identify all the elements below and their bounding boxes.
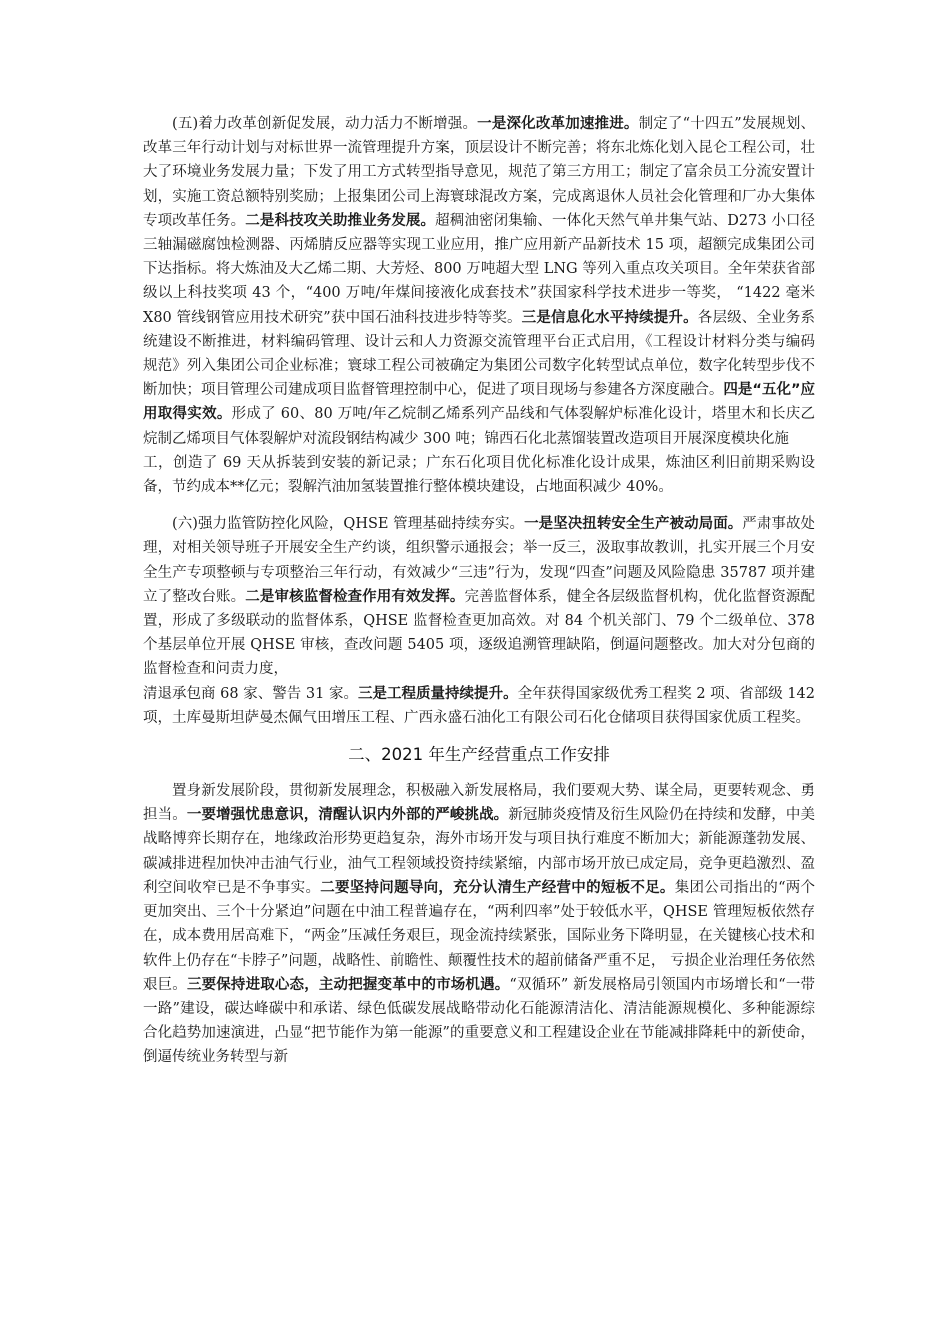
section-5-text-2: 超稠油密闭集输、一体化天然气单井集气站、D273 小口径三轴漏磁腐蚀检测器、丙烯腈反应器等实现工业应用，推广应用新产品新技术 15 项，超额完成集团公司下达指标。将大炼油及大乙烯二期、大芳烃、800 万吨超大型 LNG 等列入重点攻关项目。全年荣获省部级以上科技奖项 43 个，“400 万吨/年煤间接液化成套技术”获国家科学技术进步一等奖， “1422 毫米 X80 管线钢管应用技术研究”获中国石油科技进步特等奖。 xyxy=(143,212,815,326)
section-5-text-3: 各层级、全业务系统建设不断推进，材料编码管理、设计云和人力资源交流管理平台正式启用，《工程设计材料分类与编码规范》列入集团公司企业标准；寰球工程公司被确定为集团公司数字化转型试点单位，数字化转型步伐不断加快；项目管理公司建成项目监督管理控制中心，促进了项目现场与参建各方深度融合。 xyxy=(143,309,816,399)
section-7-text-2: 集团公司指出的“两个更加突出、三个十分紧迫”问题在中油工程普遍存在，“两利四率”处于较低水平，QHSE 管理短板依然存在，成本费用居高难下，“两金”压减任务艰巨，现金流持续紧张，国际业务下降明显，在关键核心技术和软件上仍存在“卡脖子”问题，战略性、前瞻性、颠覆性技术的超前储备严重不足， 亏损企业治理任务依然艰巨。 xyxy=(143,879,816,993)
section-5-point-1: 一是深化改革加速推进。 xyxy=(477,116,639,132)
section-6-text-1: 严肃事故处理，对相关领导班子开展安全生产约谈，组织警示通报会；举一反三，汲取事故教训，扎实开展三个月安全生产专项整顿与专项整治三年行动，有效减少“三违”行为，发现“四查”问题及风险隐患 35787 项并建立了整改台账。 xyxy=(143,516,815,605)
section-7-point-1: 一要增强忧患意识，清醒认识内外部的严峻挑战。 xyxy=(186,807,509,824)
paragraph-reform-continued xyxy=(143,451,815,499)
section-7-text-0: 置身新发展阶段，贯彻新发展理念，积极融入新发展格局，我们要观大势、谋全局，更要转观念、勇担当。 xyxy=(143,783,815,824)
paragraph-supervision-continued xyxy=(143,682,815,730)
section-7-text-3: “双循环” 新发展格局引领国内市场增长和“一带一路”建设，碳达峰碳中和承诺、绿色低碳发展战略带动化石能源清洁化、清洁能源规模化、多种能源综合化趋势加速演进，凸显“把节能作为第一能源”的重要意义和工程建设企业在节能减排降耗中的新使命，倒逼传统业务转型与新 xyxy=(143,976,815,1066)
paragraph-reform-innovation xyxy=(143,112,815,451)
section-5-point-3: 三是信息化水平持续提升。 xyxy=(521,309,698,326)
paragraph-supervision-risk xyxy=(143,512,815,681)
section-7-point-2: 二要坚持问题导向，充分认清生产经营中的短板不足。 xyxy=(320,879,675,896)
section-6-point-3: 三是工程质量持续提升。 xyxy=(357,685,518,702)
section-5-lead: (五)着力改革创新促发展，动力活力不断增强。 xyxy=(172,116,478,132)
section-6-text-2: 完善监督体系，健全各层级监督机构，优化监督资源配置，形成了多级联动的监督体系，QHSE 监督检查更加高效。对 84 个机关部门、79 个二级单位、378 个基层单位开展 QHSE 审核，查改问题 5405 项，逐级追溯管理缺陷，倒逼问题整改。加大对分包商的监督检查和问责力度， xyxy=(143,588,816,678)
section-6-point-2: 二是审核监督检查作用有效发挥。 xyxy=(245,588,465,605)
section-5-point-2: 二是科技攻关助推业务发展。 xyxy=(245,212,436,229)
section-7-point-3: 三要保持进取心态，主动把握变革中的市场机遇。 xyxy=(186,976,510,993)
section-5-text-4: 形成了 60、80 万吨/年乙烷制乙烯系列产品线和气体裂解炉标准化设计，塔里木和长庆乙烷制乙烯项目气体裂解炉对流段钢结构减少 300 吨；锦西石化北蒸馏装置改造项目开展深度模块化施 xyxy=(143,406,815,447)
section-6-point-1: 一是坚决扭转安全生产被动局面。 xyxy=(524,516,743,533)
section-5-point-4: 四是“五化”应用取得实效。 xyxy=(143,382,816,423)
section-heading-2021-plan: 二、2021 年生产经营重点工作安排 xyxy=(348,745,610,765)
section-6-text-3: 清退承包商 68 家、警告 31 家。 xyxy=(143,685,358,702)
section-5-text-5: 工，创造了 69 天从拆装到安装的新记录；广东石化项目优化标准化设计成果，炼油区利旧前期采购设备，节约成本**亿元；裂解汽油加氢装置推行整体模块建设，占地面积减少 40%。 xyxy=(143,454,815,496)
paragraph-2021-plan xyxy=(143,779,815,1069)
section-6-text-4: 全年获得国家级优秀工程奖 2 项、省部级 142 项，土库曼斯坦萨曼杰佩气田增压工程、广西永盛石油化工有限公司石化仓储项目获得国家优质工程奖。 xyxy=(143,685,816,726)
document-page xyxy=(143,112,815,1070)
section-6-lead: (六)强力监管防控化风险，QHSE 管理基础持续夯实。 xyxy=(172,516,525,533)
section-7-text-1: 新冠肺炎疫情及衍生风险仍在持续和发酵，中美战略博弈长期存在，地缘政治形势更趋复杂，海外市场开发与项目执行难度不断加大；新能源蓬勃发展、碳减排进程加快冲击油气行业，油气工程领域投资持续紧缩，内部市场开放已成定局，竞争更趋激烈、盈利空间收窄已是不争事实。 xyxy=(143,807,816,896)
section-5-text-1: 制定了“十四五”发展规划、改革三年行动计划与对标世界一流管理提升方案，顶层设计不断完善；将东北炼化划入昆仑工程公司，壮大了环境业务发展力量；下发了用工方式转型指导意见，规范了第三方用工；制定了富余员工分流安置计划，实施工资总额特别奖励；上报集团公司上海寰球混改方案，完成离退休人员社会化管理和厂办大集体专项改革任务。 xyxy=(143,116,815,229)
